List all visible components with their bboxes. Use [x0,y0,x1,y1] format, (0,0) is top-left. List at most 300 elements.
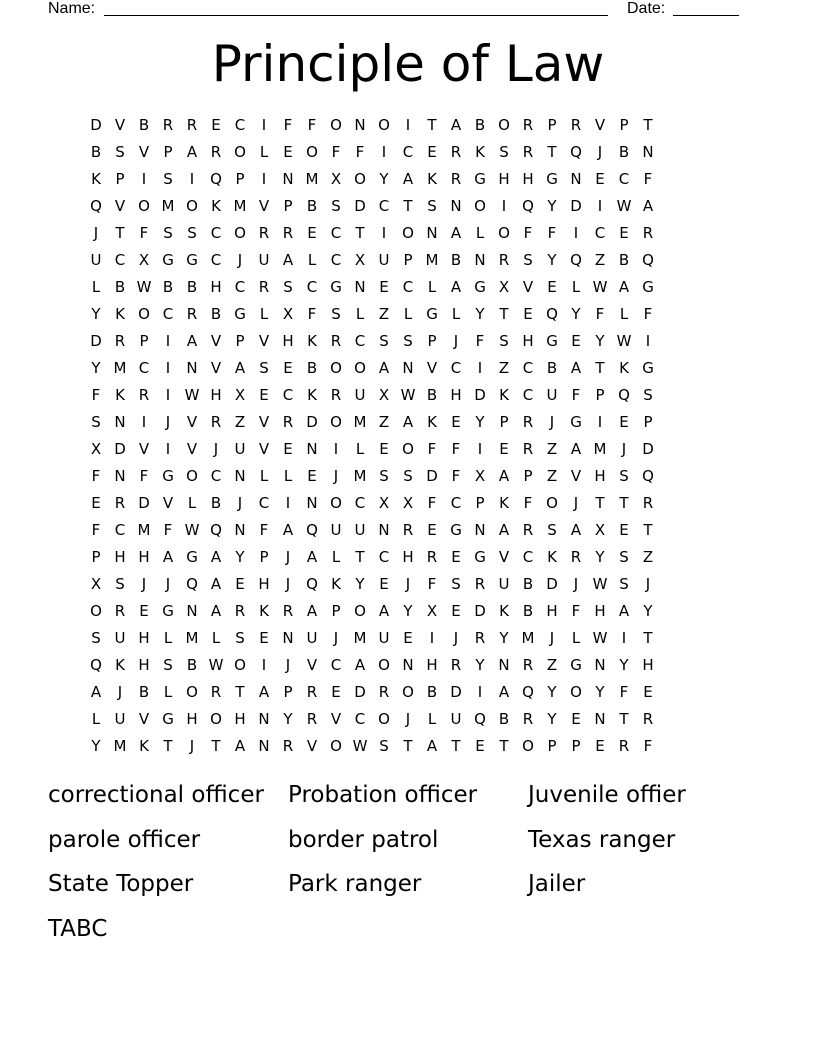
grid-letter: M [353,413,367,431]
grid-letter: G [234,305,246,323]
grid-letter: S [331,305,341,323]
grid-letter: X [234,386,246,404]
grid-letter: A [498,683,510,701]
grid-letter: I [405,116,411,134]
grid-letter: T [403,737,413,755]
grid-letter: S [619,575,629,593]
grid-letter: J [549,629,555,647]
grid-letter: B [618,251,630,269]
grid-letter: P [235,332,245,350]
grid-letter: Z [378,413,390,431]
grid-letter: F [523,224,533,242]
grid-letter: M [113,737,127,755]
grid-letter: Y [235,548,245,566]
grid-letter: O [570,683,582,701]
grid-letter: J [405,575,411,593]
grid-letter: Y [571,305,581,323]
grid-letter: B [522,575,534,593]
grid-letter: I [381,224,387,242]
grid-letter: X [498,278,510,296]
grid-letter: R [642,494,654,512]
grid-letter: B [186,278,198,296]
grid-letter: R [210,413,222,431]
grid-letter: S [91,413,101,431]
grid-letter: F [475,332,485,350]
grid-letter: Y [475,656,485,674]
grid-letter: O [402,224,414,242]
grid-letter: E [475,737,485,755]
grid-letter: L [427,710,437,728]
word-list-item: Texas ranger [528,826,676,853]
grid-letter: G [426,305,438,323]
grid-letter: X [282,305,294,323]
grid-letter: I [261,116,267,134]
grid-letter: G [162,602,174,620]
grid-letter: K [259,602,269,620]
grid-letter: R [522,656,534,674]
grid-letter: V [594,116,606,134]
grid-letter: J [453,629,459,647]
grid-letter: C [378,548,390,566]
grid-letter: Y [595,548,605,566]
grid-letter: S [283,278,293,296]
grid-letter: R [138,386,150,404]
grid-letter: U [90,251,102,269]
grid-letter: X [594,521,606,539]
word-list-item: Juvenile offier [528,782,686,808]
name-label: Name: [48,0,96,17]
grid-row [84,247,734,274]
grid-letter: Y [547,683,557,701]
grid-letter: O [402,440,414,458]
grid-letter: J [165,413,171,431]
date-label: Date: [627,0,666,17]
grid-letter: N [234,467,246,485]
grid-letter: C [450,494,462,512]
grid-letter: C [162,305,174,323]
grid-letter: H [234,710,246,728]
grid-letter: M [305,170,319,188]
grid-letter: R [570,116,582,134]
grid-letter: A [210,575,222,593]
grid-letter: J [141,575,147,593]
grid-letter: Q [306,521,318,539]
grid-letter: V [210,332,222,350]
grid-letter: A [498,467,510,485]
grid-letter: X [378,494,390,512]
grid-letter: P [499,413,509,431]
grid-letter: L [91,278,101,296]
grid-letter: L [91,710,101,728]
grid-letter: W [592,575,608,593]
grid-letter: A [306,548,318,566]
grid-letter: Q [210,170,222,188]
grid-letter: I [501,197,507,215]
grid-letter: H [402,548,414,566]
grid-letter: I [573,224,579,242]
grid-letter: V [306,737,318,755]
grid-letter: F [595,305,605,323]
grid-letter: K [307,386,317,404]
grid-letter: S [643,386,653,404]
grid-letter: A [282,521,294,539]
grid-letter: K [91,170,101,188]
grid-letter: D [426,467,438,485]
grid-letter: A [90,683,102,701]
grid-letter: J [117,683,123,701]
grid-letter: L [259,143,269,161]
grid-letter: E [379,278,389,296]
grid-letter: R [522,413,534,431]
grid-letter: N [450,197,462,215]
grid-letter: R [210,683,222,701]
grid-letter: R [186,305,198,323]
grid-letter: R [282,224,294,242]
grid-letter: D [354,197,366,215]
grid-row [84,733,734,760]
grid-letter: C [354,494,366,512]
grid-letter: W [352,737,368,755]
grid-letter: O [330,413,342,431]
grid-letter: P [115,170,125,188]
grid-letter: A [186,143,198,161]
grid-letter: E [259,386,269,404]
grid-letter: G [474,278,486,296]
grid-letter: P [619,116,629,134]
grid-letter: W [592,278,608,296]
grid-letter: J [549,413,555,431]
grid-letter: F [91,467,101,485]
grid-letter: U [114,710,126,728]
grid-letter: V [186,440,198,458]
grid-letter: L [163,683,173,701]
grid-letter: N [402,359,414,377]
grid-letter: R [234,602,246,620]
grid-letter: L [355,440,365,458]
grid-letter: R [330,332,342,350]
grid-letter: X [354,251,366,269]
grid-letter: C [330,251,342,269]
grid-letter: C [522,548,534,566]
grid-letter: R [282,737,294,755]
grid-letter: H [594,467,606,485]
grid-letter: E [307,224,317,242]
grid-letter: B [450,251,462,269]
word-list-item: parole officer [48,826,201,853]
grid-letter: F [283,116,293,134]
grid-letter: R [378,683,390,701]
grid-letter: S [235,629,245,647]
grid-letter: O [330,494,342,512]
grid-letter: N [378,521,390,539]
grid-letter: R [402,521,414,539]
grid-letter: A [642,197,654,215]
grid-letter: Y [547,197,557,215]
grid-letter: T [595,359,605,377]
grid-letter: G [162,251,174,269]
grid-letter: H [450,386,462,404]
grid-letter: E [427,143,437,161]
grid-letter: S [115,143,125,161]
grid-letter: D [306,413,318,431]
grid-letter: N [114,413,126,431]
grid-letter: F [163,521,173,539]
grid-letter: S [403,467,413,485]
grid-letter: O [354,602,366,620]
grid-letter: H [282,332,294,350]
grid-letter: S [259,359,269,377]
grid-letter: C [522,386,534,404]
grid-letter: R [642,710,654,728]
grid-letter: N [282,170,294,188]
grid-letter: S [163,170,173,188]
grid-letter: E [451,602,461,620]
grid-letter: F [643,737,653,755]
grid-letter: S [91,629,101,647]
grid-letter: T [451,737,461,755]
grid-letter: G [474,548,486,566]
grid-letter: Y [475,413,485,431]
grid-letter: W [184,521,200,539]
grid-letter: I [597,413,603,431]
grid-letter: D [354,683,366,701]
grid-letter: N [354,278,366,296]
grid-letter: T [403,197,413,215]
grid-letter: O [234,656,246,674]
grid-letter: K [115,386,125,404]
grid-letter: R [474,629,486,647]
grid-letter: O [234,143,246,161]
grid-letter: B [138,683,150,701]
grid-letter: R [114,602,126,620]
grid-letter: O [402,683,414,701]
grid-letter: S [163,656,173,674]
grid-letter: O [498,116,510,134]
grid-letter: J [285,656,291,674]
grid-letter: K [115,656,125,674]
grid-letter: J [597,143,603,161]
grid-letter: K [499,602,509,620]
grid-letter: F [619,683,629,701]
grid-letter: V [210,359,222,377]
grid-letter: T [163,737,173,755]
grid-letter: L [355,305,365,323]
grid-letter: M [425,251,439,269]
grid-letter: J [285,548,291,566]
grid-letter: G [570,413,582,431]
grid-letter: V [186,413,198,431]
grid-letter: O [138,197,150,215]
grid-letter: Q [186,575,198,593]
grid-letter: P [283,197,293,215]
grid-letter: N [402,656,414,674]
grid-letter: A [450,278,462,296]
grid-letter: I [621,629,627,647]
grid-letter: S [523,251,533,269]
grid-letter: T [355,548,365,566]
grid-letter: C [210,224,222,242]
grid-letter: L [307,251,317,269]
grid-letter: O [234,224,246,242]
grid-letter: L [211,629,221,647]
grid-letter: M [521,629,535,647]
grid-letter: Y [595,332,605,350]
grid-letter: P [571,737,581,755]
grid-letter: B [210,305,222,323]
grid-letter: S [427,197,437,215]
grid-letter: C [234,116,246,134]
grid-letter: F [523,494,533,512]
grid-letter: I [141,413,147,431]
grid-letter: Y [595,683,605,701]
grid-letter: R [642,224,654,242]
grid-letter: H [114,548,126,566]
grid-letter: G [474,170,486,188]
grid-letter: N [594,656,606,674]
grid-letter: N [306,494,318,512]
grid-letter: I [597,197,603,215]
grid-letter: I [381,143,387,161]
grid-letter: O [186,683,198,701]
grid-letter: J [213,440,219,458]
grid-letter: S [379,467,389,485]
grid-letter: B [90,143,102,161]
grid-letter: A [378,602,390,620]
grid-letter: X [426,602,438,620]
grid-letter: L [259,467,269,485]
grid-row [84,436,734,463]
grid-letter: D [450,683,462,701]
grid-letter: Q [642,467,654,485]
grid-letter: X [330,170,342,188]
grid-letter: I [285,494,291,512]
grid-letter: O [522,737,534,755]
grid-letter: U [258,251,270,269]
grid-row [84,355,734,382]
grid-letter: E [595,170,605,188]
grid-letter: U [306,629,318,647]
grid-letter: N [282,629,294,647]
grid-letter: O [306,143,318,161]
grid-letter: S [163,224,173,242]
grid-letter: B [114,278,126,296]
grid-letter: C [594,224,606,242]
grid-letter: B [498,710,510,728]
grid-letter: E [283,359,293,377]
grid-letter: F [307,305,317,323]
puzzle-title: Principle of Law [211,35,605,93]
grid-letter: D [114,440,126,458]
grid-letter: D [474,602,486,620]
grid-letter: R [450,170,462,188]
grid-letter: Q [210,521,222,539]
grid-letter: L [451,305,461,323]
letter-grid [84,112,734,760]
grid-letter: D [90,116,102,134]
grid-letter: O [354,170,366,188]
grid-letter: V [114,116,126,134]
grid-letter: A [282,251,294,269]
grid-letter: T [595,494,605,512]
grid-letter: R [522,143,534,161]
grid-letter: T [499,737,509,755]
grid-row [84,463,734,490]
grid-letter: R [474,575,486,593]
grid-letter: Q [90,656,102,674]
grid-letter: G [570,656,582,674]
grid-letter: A [210,602,222,620]
grid-letter: Y [619,656,629,674]
grid-letter: V [138,143,150,161]
grid-row [84,490,734,517]
grid-letter: Z [594,251,606,269]
grid-letter: F [91,386,101,404]
grid-letter: C [450,359,462,377]
grid-letter: G [162,467,174,485]
grid-letter: M [113,359,127,377]
grid-letter: Q [474,710,486,728]
grid-letter: U [498,575,510,593]
grid-letter: V [138,710,150,728]
grid-letter: F [451,440,461,458]
grid-letter: S [115,575,125,593]
word-list-item: Park ranger [288,871,422,897]
grid-letter: E [619,413,629,431]
grid-letter: H [258,575,270,593]
grid-letter: O [330,116,342,134]
grid-letter: C [234,278,246,296]
grid-letter: L [571,278,581,296]
grid-letter: E [91,494,101,512]
grid-row [84,139,734,166]
grid-letter: E [379,575,389,593]
grid-letter: V [522,278,534,296]
grid-letter: Q [90,197,102,215]
grid-letter: I [261,656,267,674]
grid-letter: A [234,359,246,377]
grid-letter: A [570,440,582,458]
grid-letter: L [619,305,629,323]
grid-letter: K [331,575,341,593]
grid-letter: R [618,737,630,755]
grid-letter: E [571,332,581,350]
grid-letter: C [306,278,318,296]
date-blank-line [673,15,739,16]
grid-letter: Z [546,440,558,458]
grid-letter: K [139,737,149,755]
grid-letter: E [451,548,461,566]
grid-letter: T [499,305,509,323]
grid-letter: F [547,224,557,242]
grid-letter: B [138,116,150,134]
grid-letter: K [499,494,509,512]
grid-letter: A [210,548,222,566]
grid-letter: R [522,710,534,728]
grid-letter: D [570,197,582,215]
grid-letter: I [333,440,339,458]
grid-letter: B [306,359,318,377]
grid-letter: C [354,332,366,350]
word-list-item: border patrol [288,826,439,853]
grid-letter: R [570,548,582,566]
grid-letter: C [330,656,342,674]
grid-letter: G [186,548,198,566]
grid-letter: L [571,629,581,647]
grid-letter: T [619,710,629,728]
grid-row [84,409,734,436]
grid-letter: O [90,602,102,620]
grid-letter: A [402,413,414,431]
